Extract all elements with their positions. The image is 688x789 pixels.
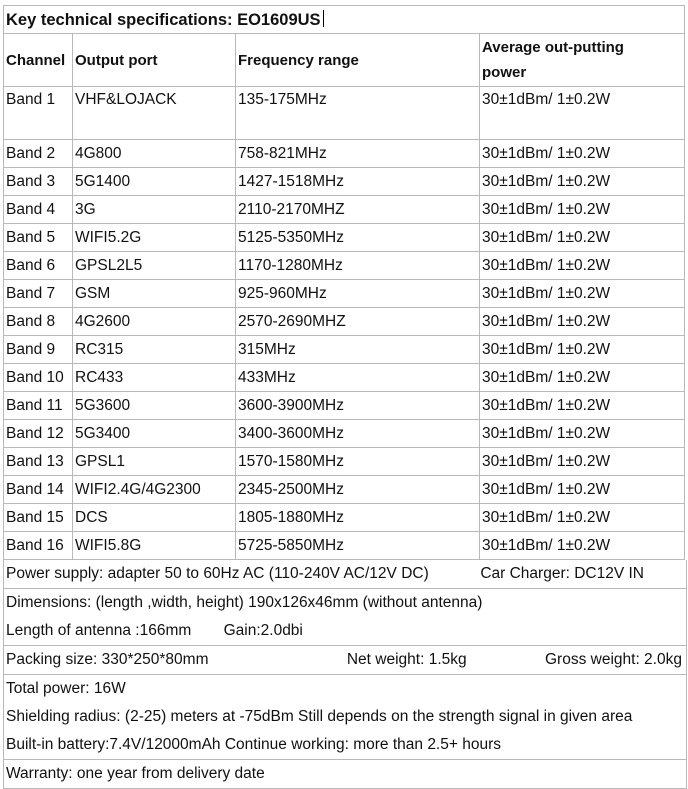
header-frequency-range: Frequency range — [236, 34, 480, 87]
band-channel: Band 3 — [4, 168, 73, 196]
band-rows — [4, 87, 685, 560]
band-power: 30±1dBm/ 1±0.2W — [480, 392, 685, 420]
band-power: 30±1dBm/ 1±0.2W — [480, 280, 685, 308]
band-frequency: 1570-1580MHz — [236, 448, 480, 476]
band-row — [4, 336, 685, 364]
band-output-port: 4G800 — [73, 140, 236, 168]
total-power: Total power: 16W — [4, 674, 686, 703]
antenna-row — [4, 617, 686, 645]
shielding-radius: Shielding radius: (2-25) meters at -75dBm Still depends on the strength signal in given area — [6, 708, 633, 725]
band-frequency: 2345-2500MHz — [236, 476, 480, 504]
antenna-gain: Gain:2.0dbi — [223, 622, 303, 639]
band-output-port: DCS — [73, 504, 236, 532]
band-channel: Band 14 — [4, 476, 73, 504]
band-channel: Band 5 — [4, 224, 73, 252]
power-supply: Power supply: adapter 50 to 60Hz AC (110-240V AC/12V DC) — [6, 565, 429, 582]
car-charger: Car Charger: DC12V IN — [480, 565, 644, 582]
band-frequency: 2110-2170MHZ — [236, 196, 480, 224]
band-row — [4, 87, 685, 140]
band-frequency: 925-960MHz — [236, 280, 480, 308]
band-frequency: 3400-3600MHz — [236, 420, 480, 448]
band-row — [4, 280, 685, 308]
band-channel: Band 13 — [4, 448, 73, 476]
band-channel: Band 11 — [4, 392, 73, 420]
warranty: Warranty: one year from delivery date — [4, 759, 686, 788]
band-row — [4, 448, 685, 476]
band-power: 30±1dBm/ 1±0.2W — [480, 420, 685, 448]
band-row — [4, 532, 685, 560]
band-power: 30±1dBm/ 1±0.2W — [480, 448, 685, 476]
band-output-port: 5G3400 — [73, 420, 236, 448]
band-power: 30±1dBm/ 1±0.2W — [480, 336, 685, 364]
text-cursor — [323, 10, 324, 27]
spec-title-text: Key technical specifications: EO1609US — [6, 10, 321, 29]
band-channel: Band 15 — [4, 504, 73, 532]
band-power: 30±1dBm/ 1±0.2W — [480, 308, 685, 336]
band-frequency: 2570-2690MHZ — [236, 308, 480, 336]
band-channel: Band 10 — [4, 364, 73, 392]
gross-weight: Gross weight: 2.0kg — [545, 651, 682, 668]
band-frequency: 5725-5850MHz — [236, 532, 480, 560]
band-output-port: WIFI5.8G — [73, 532, 236, 560]
band-output-port: GPSL2L5 — [73, 252, 236, 280]
band-power: 30±1dBm/ 1±0.2W — [480, 252, 685, 280]
band-power: 30±1dBm/ 1±0.2W — [480, 364, 685, 392]
band-output-port: 4G2600 — [73, 308, 236, 336]
band-frequency: 3600-3900MHz — [236, 392, 480, 420]
band-power: 30±1dBm/ 1±0.2W — [480, 504, 685, 532]
band-frequency: 1170-1280MHz — [236, 252, 480, 280]
band-output-port: VHF&LOJACK — [73, 87, 236, 140]
band-channel: Band 12 — [4, 420, 73, 448]
band-channel: Band 1 — [4, 87, 73, 140]
band-row — [4, 392, 685, 420]
power-supply-row — [4, 560, 686, 588]
band-row — [4, 140, 685, 168]
band-output-port: 5G3600 — [73, 392, 236, 420]
footer-block — [3, 560, 687, 789]
header-average-power — [480, 34, 685, 87]
band-output-port: GPSL1 — [73, 448, 236, 476]
band-output-port: RC315 — [73, 336, 236, 364]
band-row — [4, 476, 685, 504]
band-power: 30±1dBm/ 1±0.2W — [480, 87, 685, 140]
band-power: 30±1dBm/ 1±0.2W — [480, 140, 685, 168]
band-frequency: 135-175MHz — [236, 87, 480, 140]
band-power: 30±1dBm/ 1±0.2W — [480, 196, 685, 224]
band-frequency: 433MHz — [236, 364, 480, 392]
band-row — [4, 364, 685, 392]
header-power-line2: power — [482, 64, 527, 81]
band-output-port: 3G — [73, 196, 236, 224]
header-output-port: Output port — [73, 34, 236, 87]
band-row — [4, 252, 685, 280]
band-output-port: WIFI2.4G/4G2300 — [73, 476, 236, 504]
battery: Built-in battery:7.4V/12000mAh Continue working: more than 2.5+ hours — [6, 736, 501, 753]
band-frequency: 758-821MHz — [236, 140, 480, 168]
band-output-port: WIFI5.2G — [73, 224, 236, 252]
packing-size: Packing size: 330*250*80mm — [6, 651, 209, 668]
band-output-port: GSM — [73, 280, 236, 308]
net-weight: Net weight: 1.5kg — [346, 651, 467, 668]
band-row — [4, 420, 685, 448]
band-frequency: 315MHz — [236, 336, 480, 364]
header-power-line1: Average out-putting — [482, 39, 624, 56]
spec-title — [4, 6, 685, 34]
band-power: 30±1dBm/ 1±0.2W — [480, 224, 685, 252]
band-row — [4, 224, 685, 252]
band-output-port: 5G1400 — [73, 168, 236, 196]
band-row — [4, 504, 685, 532]
band-row — [4, 308, 685, 336]
header-row — [4, 34, 685, 87]
band-power: 30±1dBm/ 1±0.2W — [480, 476, 685, 504]
band-channel: Band 7 — [4, 280, 73, 308]
band-frequency: 5125-5350MHz — [236, 224, 480, 252]
dimensions: Dimensions: (length ,width, height) 190x126x46mm (without antenna) — [4, 588, 686, 617]
band-channel: Band 9 — [4, 336, 73, 364]
band-row — [4, 168, 685, 196]
band-channel: Band 16 — [4, 532, 73, 560]
antenna-length: Length of antenna :166mm — [6, 622, 192, 639]
band-channel: Band 8 — [4, 308, 73, 336]
band-power: 30±1dBm/ 1±0.2W — [480, 532, 685, 560]
band-channel: Band 2 — [4, 140, 73, 168]
spec-table — [3, 5, 685, 560]
band-power: 30±1dBm/ 1±0.2W — [480, 168, 685, 196]
band-frequency: 1805-1880MHz — [236, 504, 480, 532]
header-channel: Channel — [4, 34, 73, 87]
title-row — [4, 6, 685, 34]
band-frequency: 1427-1518MHz — [236, 168, 480, 196]
band-channel: Band 6 — [4, 252, 73, 280]
band-row — [4, 196, 685, 224]
band-output-port: RC433 — [73, 364, 236, 392]
band-channel: Band 4 — [4, 196, 73, 224]
packing-row — [4, 645, 686, 674]
